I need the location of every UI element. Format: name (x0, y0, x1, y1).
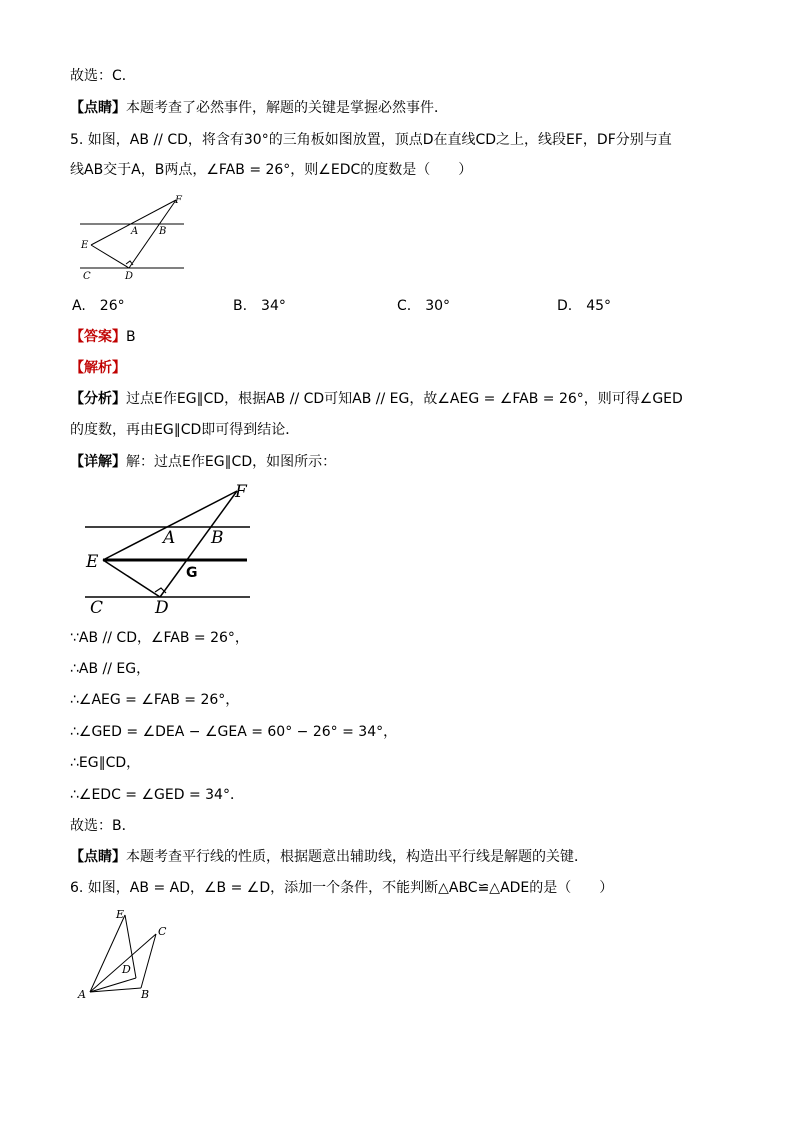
fig1-label-B: B (159, 226, 167, 237)
step-1: ∵AB // CD，∠FAB = 26°， (70, 630, 249, 646)
xiangjie-line (70, 452, 336, 472)
option-b: B. 34° (233, 298, 286, 314)
choose-b-line: 故选：B． (70, 818, 136, 834)
fig3-label-A: A (78, 988, 86, 1001)
fig3-label-D: D (122, 963, 131, 976)
fig1-label-E: E (81, 240, 89, 251)
fig2-label-B: B (211, 528, 224, 548)
dianjing-tag-2: 【点睛】 (70, 849, 126, 865)
step-5: ∴EG∥CD， (70, 755, 141, 771)
answer-tag: 【答案】 (70, 329, 126, 345)
question-6-line: 6. 如图，AB = AD，∠B = ∠D，添加一个条件，不能判断△ABC≌△ADE的是（ ） (70, 880, 614, 896)
step-3: ∴∠AEG = ∠FAB = 26°， (70, 692, 240, 708)
fenxi-tag: 【分析】 (70, 391, 126, 407)
fenxi-line-1 (70, 389, 683, 409)
dianjing-text: 本题考查了必然事件，解题的关键是掌握必然事件． (126, 100, 448, 116)
choose-c-line: 故选：C． (70, 68, 136, 84)
fig2-label-F: F (235, 482, 247, 502)
fenxi-line-2: 的度数，再由EG∥CD即可得到结论． (70, 422, 300, 438)
fig2-label-E: E (86, 552, 99, 572)
xiangjie-tag: 【详解】 (70, 454, 126, 470)
step-4: ∴∠GED = ∠DEA − ∠GEA = 60° − 26° = 34°， (70, 724, 398, 740)
xiangjie-text: 解：过点E作EG∥CD，如图所示： (126, 454, 337, 470)
fig3-label-B: B (141, 988, 150, 1001)
option-c: C. 30° (397, 298, 451, 314)
question-5-line-1: 5. 如图，AB // CD，将含有30°的三角板如图放置，顶点D在直线CD之上，线段EF，DF分别与直 (70, 132, 672, 148)
step-6: ∴∠EDC = ∠GED = 34°． (70, 787, 244, 803)
dianjing-text-2: 本题考查平行线的性质，根据题意出辅助线，构造出平行线是解题的关键． (126, 849, 588, 865)
fig2-label-D: D (155, 598, 169, 618)
answer-value: B (126, 329, 136, 345)
fig2-label-C: C (90, 598, 104, 618)
fig1-label-A: A (131, 226, 139, 237)
fig2-label-A: A (163, 528, 176, 548)
fig3-label-E: E (116, 908, 125, 921)
fig3-label-C: C (158, 925, 167, 938)
fig2-label-G: G (186, 565, 198, 581)
dianjing-line-2 (70, 847, 588, 867)
fig1-label-C: C (83, 271, 91, 282)
option-d: D. 45° (557, 298, 612, 314)
fig1-label-D: D (125, 271, 134, 282)
step-2: ∴AB // EG， (70, 661, 151, 677)
fig1-label-F: F (175, 195, 182, 206)
option-a: A. 26° (72, 298, 125, 314)
dianjing-tag: 【点睛】 (70, 100, 126, 116)
answer-line (70, 327, 136, 347)
fenxi-text: 过点E作EG∥CD，根据AB // CD可知AB // EG，故∠AEG = ∠FAB = 26°，则可得∠GED (126, 391, 683, 407)
question-5-line-2: 线AB交于A，B两点，∠FAB = 26°，则∠EDC的度数是（ ） (70, 162, 473, 178)
dianjing-line-1 (70, 98, 448, 118)
analysis-tag: 【解析】 (70, 360, 126, 376)
